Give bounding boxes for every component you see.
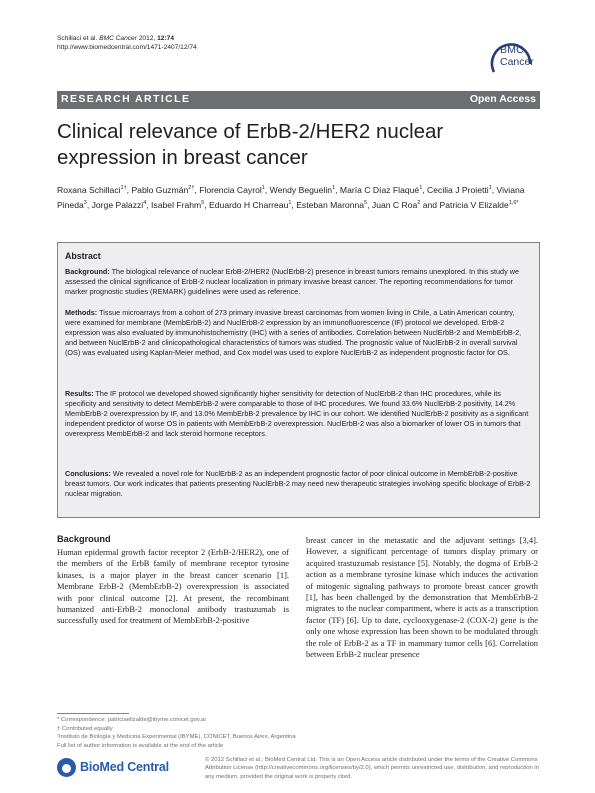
correspondence-note: * Correspondence: patriciaelizalde@ibyme.conicet.gov.ar [57, 717, 207, 723]
abstract-background [65, 267, 531, 297]
citation-authors: Schillaci et al. [57, 35, 98, 42]
footnotes [57, 716, 297, 750]
author-affiliation-sup: 4 [143, 199, 147, 206]
author-list: Roxana Schillaci$^{1\dagger}$, Pablo Guzmán$^{2\dagger}$, Florencia Cayrol$^1$, Wendy Beguelin$^1$, María C Díaz Flaqué$^1$, Cecilia J Proietti$^1$, Viviana Pineda$^3$, Jorge Palazzi$^4$, Isabel Frahm$^5$, Eduardo H Charreau$^1$, Esteban Maronna$^5$, Juan C Roa$^2$ and Patricia V Elizalde$^{1,6*}$ [57, 184, 525, 210]
citation-line [57, 34, 197, 43]
background-text: The biological relevance of nuclear ErbB-2/HER2 (NuclErbB-2) presence in breast tumors remains unexplored. In this study we assessed the clinical significance of ErbB-2 nuclear localization in primary invasive breast cancer. The reporting recommendations for tumor marker prognostic studies (REMARK) guidelines were used as reference. [65, 267, 520, 296]
abstract-conclusions [65, 469, 531, 499]
author-affiliation-sup: 1 [419, 185, 423, 191]
publisher-circle-icon [57, 758, 76, 777]
title-line-1: Clinical relevance of ErbB-2/HER2 nuclear [57, 120, 444, 143]
logo-text-cancer: Cancer [500, 56, 534, 68]
author-name: Jorge Palazzi [91, 199, 144, 210]
body-text-left-column: Human epidermal growth factor receptor 2 (ErbB-2/HER2), one of the members of the ErbB family of membrane receptor tyrosine kinases, is a major player in the breast cancer scenario [1]. Membrane ErbB-2 (MembErbB-2) overexpression is associated with poor clinical outcome [2]. At present, the recombinant humanized anti-ErbB-2 monoclonal antibody trastuzumab is successfully used for treatment of MembErbB-2-positive [57, 547, 289, 626]
full-list-note: Full list of author information is available at the end of the article [57, 742, 224, 749]
author-name: María C Díaz Flaqué [339, 184, 420, 195]
affiliation-note: ¹Instituto de Biología y Medicina Experimental (IBYME), CONICET, Buenos Aires, Argentina [57, 734, 296, 741]
author-affiliation-sup: 1 [288, 199, 292, 206]
article-title [57, 119, 540, 171]
author-name: Pablo Guzmán [131, 184, 189, 195]
conclusions-label: Conclusions: [65, 469, 111, 478]
background-label: Background: [65, 267, 110, 276]
footnote-divider [57, 713, 129, 714]
abstract-box [57, 242, 540, 518]
author-name: Roxana Schillaci [57, 184, 121, 195]
author-name: Wendy Beguelin [269, 184, 333, 195]
author-name: Patricia V Elizalde [439, 199, 509, 210]
methods-text: Tissue microarrays from a cohort of 273 primary invasive breast carcinomas from women living in Chile, a Latin American country, were examined for membrane (MembErbB-2) and NuclErbB-2 expression by an immunofluorescence (IF) protocol we developed. ErbB-2 expression was also evaluated by immunohistochemistry (IHC) with a series of antibodies. Correlation between NuclErbB-2 and MembErbB-2, and between NuclErbB-2 and clinicopathological characteristics of tumors was studied. The prognostic value of NuclErbB-2 in overall survival (OS) was evaluated using Kaplan-Meier method, and Cox model was used to explore NuclErbB-2 as independent prognostic factor for OS. [65, 308, 522, 357]
author-name: Florencia Cayrol [199, 184, 262, 195]
citation-journal: BMC Cancer [99, 35, 137, 42]
open-access-label: Open Access [469, 93, 536, 105]
citation-year: 2012, [138, 35, 156, 42]
author-affiliation-sup: 2† [188, 185, 195, 191]
publisher-logo [57, 756, 187, 778]
author-affiliation-sup: 1 [261, 185, 265, 191]
logo-text-bmc: BMC [500, 44, 524, 56]
author-affiliation-sup: 2 [417, 199, 421, 206]
license-text: © 2012 Schillaci et al.; BioMed Central Ltd. This is an Open Access article distributed under the terms of the Creative Commons Attribution License (http://creativecommons.org/licenses/by/2.0), which permits unrestricted use, distribution, and reproduction in any medium, provided the original work is properly cited. [205, 757, 539, 780]
body-text-right-column: breast cancer in the metastatic and the adjuvant settings [3,4]. However, a significant percentage of tumors display primary or acquired trastuzumab resistance [5]. Notably, the dogma of ErbB-2 action as a membrane tyrosine kinase which induces the activation of mitogenic signaling pathways to promote breast cancer growth [1], has been challenged by the demonstration that MembErbB-2 migrates to the nuclear compartment, where it acts as a transcription factor (TF) [6]. Up to date, cyclooxygenase-2 (COX-2) gene is the only one whose expression has been shown to be modulated through the role of ErbB-2 as a TF in mammary tumor cells [6]. Correlation between ErbB-2 nuclear presence [306, 535, 538, 660]
results-label: Results: [65, 389, 94, 398]
author-affiliation-sup: 5 [364, 199, 368, 206]
results-text: The IF protocol we developed showed significantly higher sensitivity for detection of NuclErbB-2 than IHC procedures, while its specificity and sensitivity to detect MembErbB-2 were comparable to those of IHC procedures. We found 33.6% NuclErbB-2 positivity, 14.2% MembErbB-2 overexpression by IF, and 13.0% MembErbB-2 prevalence by IHC in our cohort. We identified NuclErbB-2 positivity as a significant independent predictor of worse OS in patients with MembErbB-2 overexpression. NuclErbB-2 was also a biomarker of lower OS in tumors that overexpress MembErbB-2 and lack steroid hormone receptors. [65, 389, 529, 438]
author-name: Viviana Pineda [57, 184, 525, 210]
abstract-methods [65, 308, 531, 358]
author-name: Cecilia J Proietti [427, 184, 489, 195]
journal-logo [486, 34, 540, 74]
author-and: and [422, 199, 438, 210]
abstract-heading: Abstract [65, 251, 101, 261]
article-type-banner [57, 91, 540, 109]
author-name: Juan C Roa [371, 199, 418, 210]
author-affiliation-sup: 3 [83, 199, 87, 206]
title-line-2: expression in breast cancer [57, 146, 308, 169]
conclusions-text: We revealed a novel role for NuclErbB-2 as an independent prognostic factor of poor clinical outcome in MembErbB-2-positive breast tumors. Our work indicates that patients presenting NuclErbB-2 may need new therapeutic strategies involving specific blockage of ErbB-2 nuclear migration. [65, 469, 531, 498]
author-name: Esteban Maronna [296, 199, 365, 210]
contributed-note: † Contributed equally [57, 725, 113, 732]
author-affiliation-sup: 1† [120, 185, 127, 191]
author-affiliation-sup: 1,6* [508, 199, 519, 206]
author-name: Eduardo H Charreau [209, 199, 289, 210]
article-url[interactable]: http://www.biomedcentral.com/1471-2407/12/74 [57, 44, 197, 52]
author-affiliation-sup: 1 [332, 185, 336, 191]
article-type-label: RESEARCH ARTICLE [61, 93, 191, 105]
running-header [57, 34, 197, 53]
methods-label: Methods: [65, 308, 98, 317]
author-name: Isabel Frahm [151, 199, 202, 210]
publisher-name: BioMed Central [80, 760, 169, 774]
abstract-results [65, 389, 531, 439]
citation-volume: 12:74 [157, 35, 174, 42]
author-affiliation-sup: 5 [201, 199, 205, 206]
author-affiliation-sup: 1 [488, 185, 492, 191]
section-heading-background: Background [57, 534, 111, 544]
